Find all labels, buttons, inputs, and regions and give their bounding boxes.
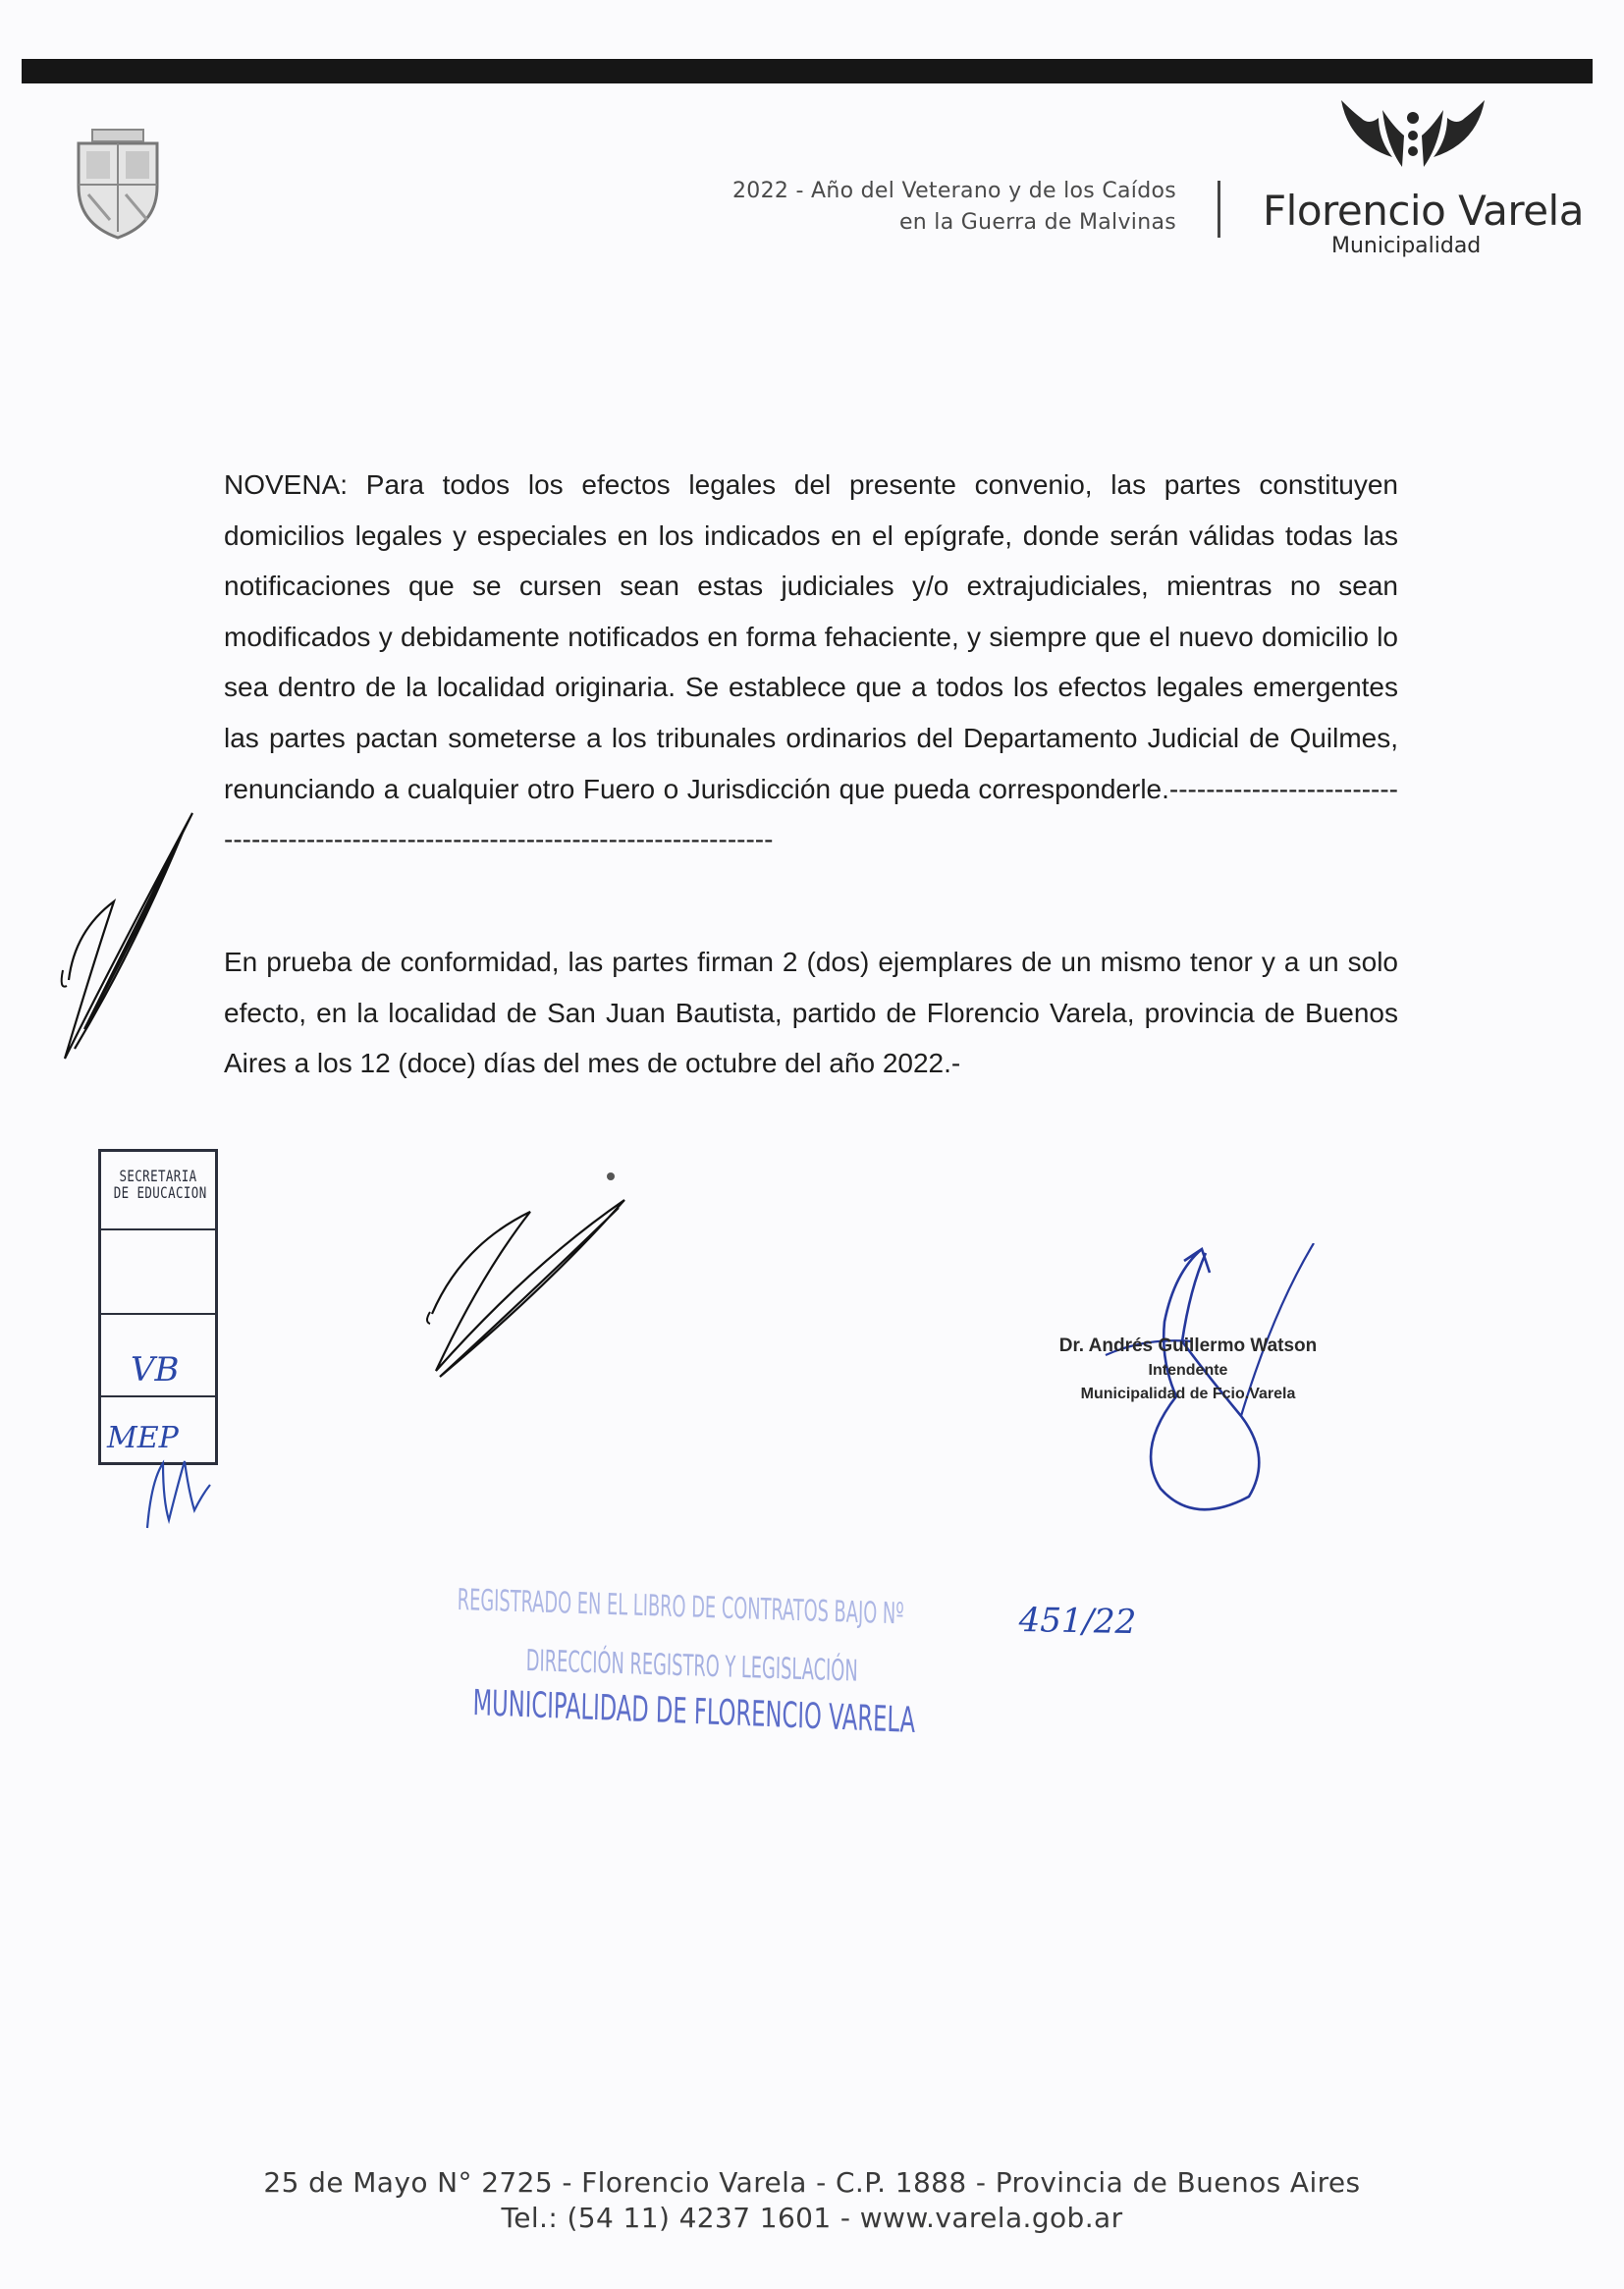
stamp-empty-cell	[101, 1230, 215, 1315]
signatory-role: Intendente	[1148, 1362, 1228, 1379]
footer-address: 25 de Mayo N° 2725 - Florencio Varela - C.P. 1888 - Provincia de Buenos Aires	[263, 2166, 1361, 2199]
brand-subtitle: Municipalidad	[1331, 234, 1482, 258]
conformity-paragraph: En prueba de conformidad, las partes firman 2 (dos) ejemplares de un mismo tenor y a un solo efecto, en la localidad de San Juan Bautista, partido de Florencio Varela, provincia de Buenos Aires a los 12 (doce) días del mes de octubre del año 2022.-	[224, 947, 1398, 1079]
header-separator	[1218, 181, 1220, 238]
coat-of-arms-icon	[73, 126, 163, 242]
commemorative-year-line-1: 2022 - Año del Veterano y de los Caídos	[731, 179, 1176, 203]
top-border-bar	[22, 59, 1593, 83]
stamp-ink-scribble	[137, 1442, 216, 1532]
stamp-header-cell	[101, 1152, 215, 1230]
registry-stamp-line-2: DIRECCIÓN REGISTRO Y LEGISLACIÓN	[525, 1644, 858, 1689]
center-signature	[422, 1167, 638, 1383]
stamp-initials-cell-1	[101, 1315, 215, 1397]
clause-novena-paragraph: NOVENA: Para todos los efectos legales del presente convenio, las partes constituyen domicilios legales y especiales en los indicados en el epígrafe, donde serán válidas todas las notificaciones que se cursen sean estas judiciales y/o extrajudiciales, mientras no sean modificados y debidamente notificados en forma fehaciente, y siempre que el nuevo domicilio lo sea dentro de la localidad originaria. Se establece que a todos los efectos legales emergentes las partes pactan someterse a los tribunales ordinarios del Departamento Judicial de Quilmes, renunciando a cualquier otro Fuero o Jurisdicción que pueda corresponderle.-------------------------------------------------------------------------------------	[224, 469, 1398, 855]
footer-contact: Tel.: (54 11) 4237 1601 - www.varela.gob.ar	[501, 2202, 1123, 2234]
registry-stamp-line-1: REGISTRADO EN EL LIBRO DE CONTRATOS BAJO Nº	[457, 1583, 904, 1632]
registry-stamp-line-3: MUNICIPALIDAD DE FLORENCIO VARELA	[472, 1683, 916, 1741]
stamp-label-line-2: DE EDUCACION	[113, 1183, 207, 1202]
handwritten-initials-1: VB	[131, 1350, 180, 1390]
signature-text-block	[1011, 1334, 1365, 1406]
handwritten-initials-2: MEP	[107, 1421, 179, 1455]
signatory-name: Dr. Andrés Guillermo Watson	[1058, 1335, 1318, 1356]
commemorative-year-line-2: en la Guerra de Malvinas	[898, 210, 1176, 235]
registry-number: 451/22	[1018, 1601, 1137, 1643]
florencio-varela-logo-icon	[1339, 96, 1487, 181]
secretaria-educacion-stamp	[98, 1149, 218, 1465]
brand-name: Florencio Varela	[1263, 187, 1584, 235]
margin-initial-signature	[55, 803, 202, 1068]
signatory-municipality: Municipalidad de Fcio.Varela	[1080, 1386, 1296, 1402]
stamp-label-line-1: SECRETARIA	[119, 1167, 197, 1185]
